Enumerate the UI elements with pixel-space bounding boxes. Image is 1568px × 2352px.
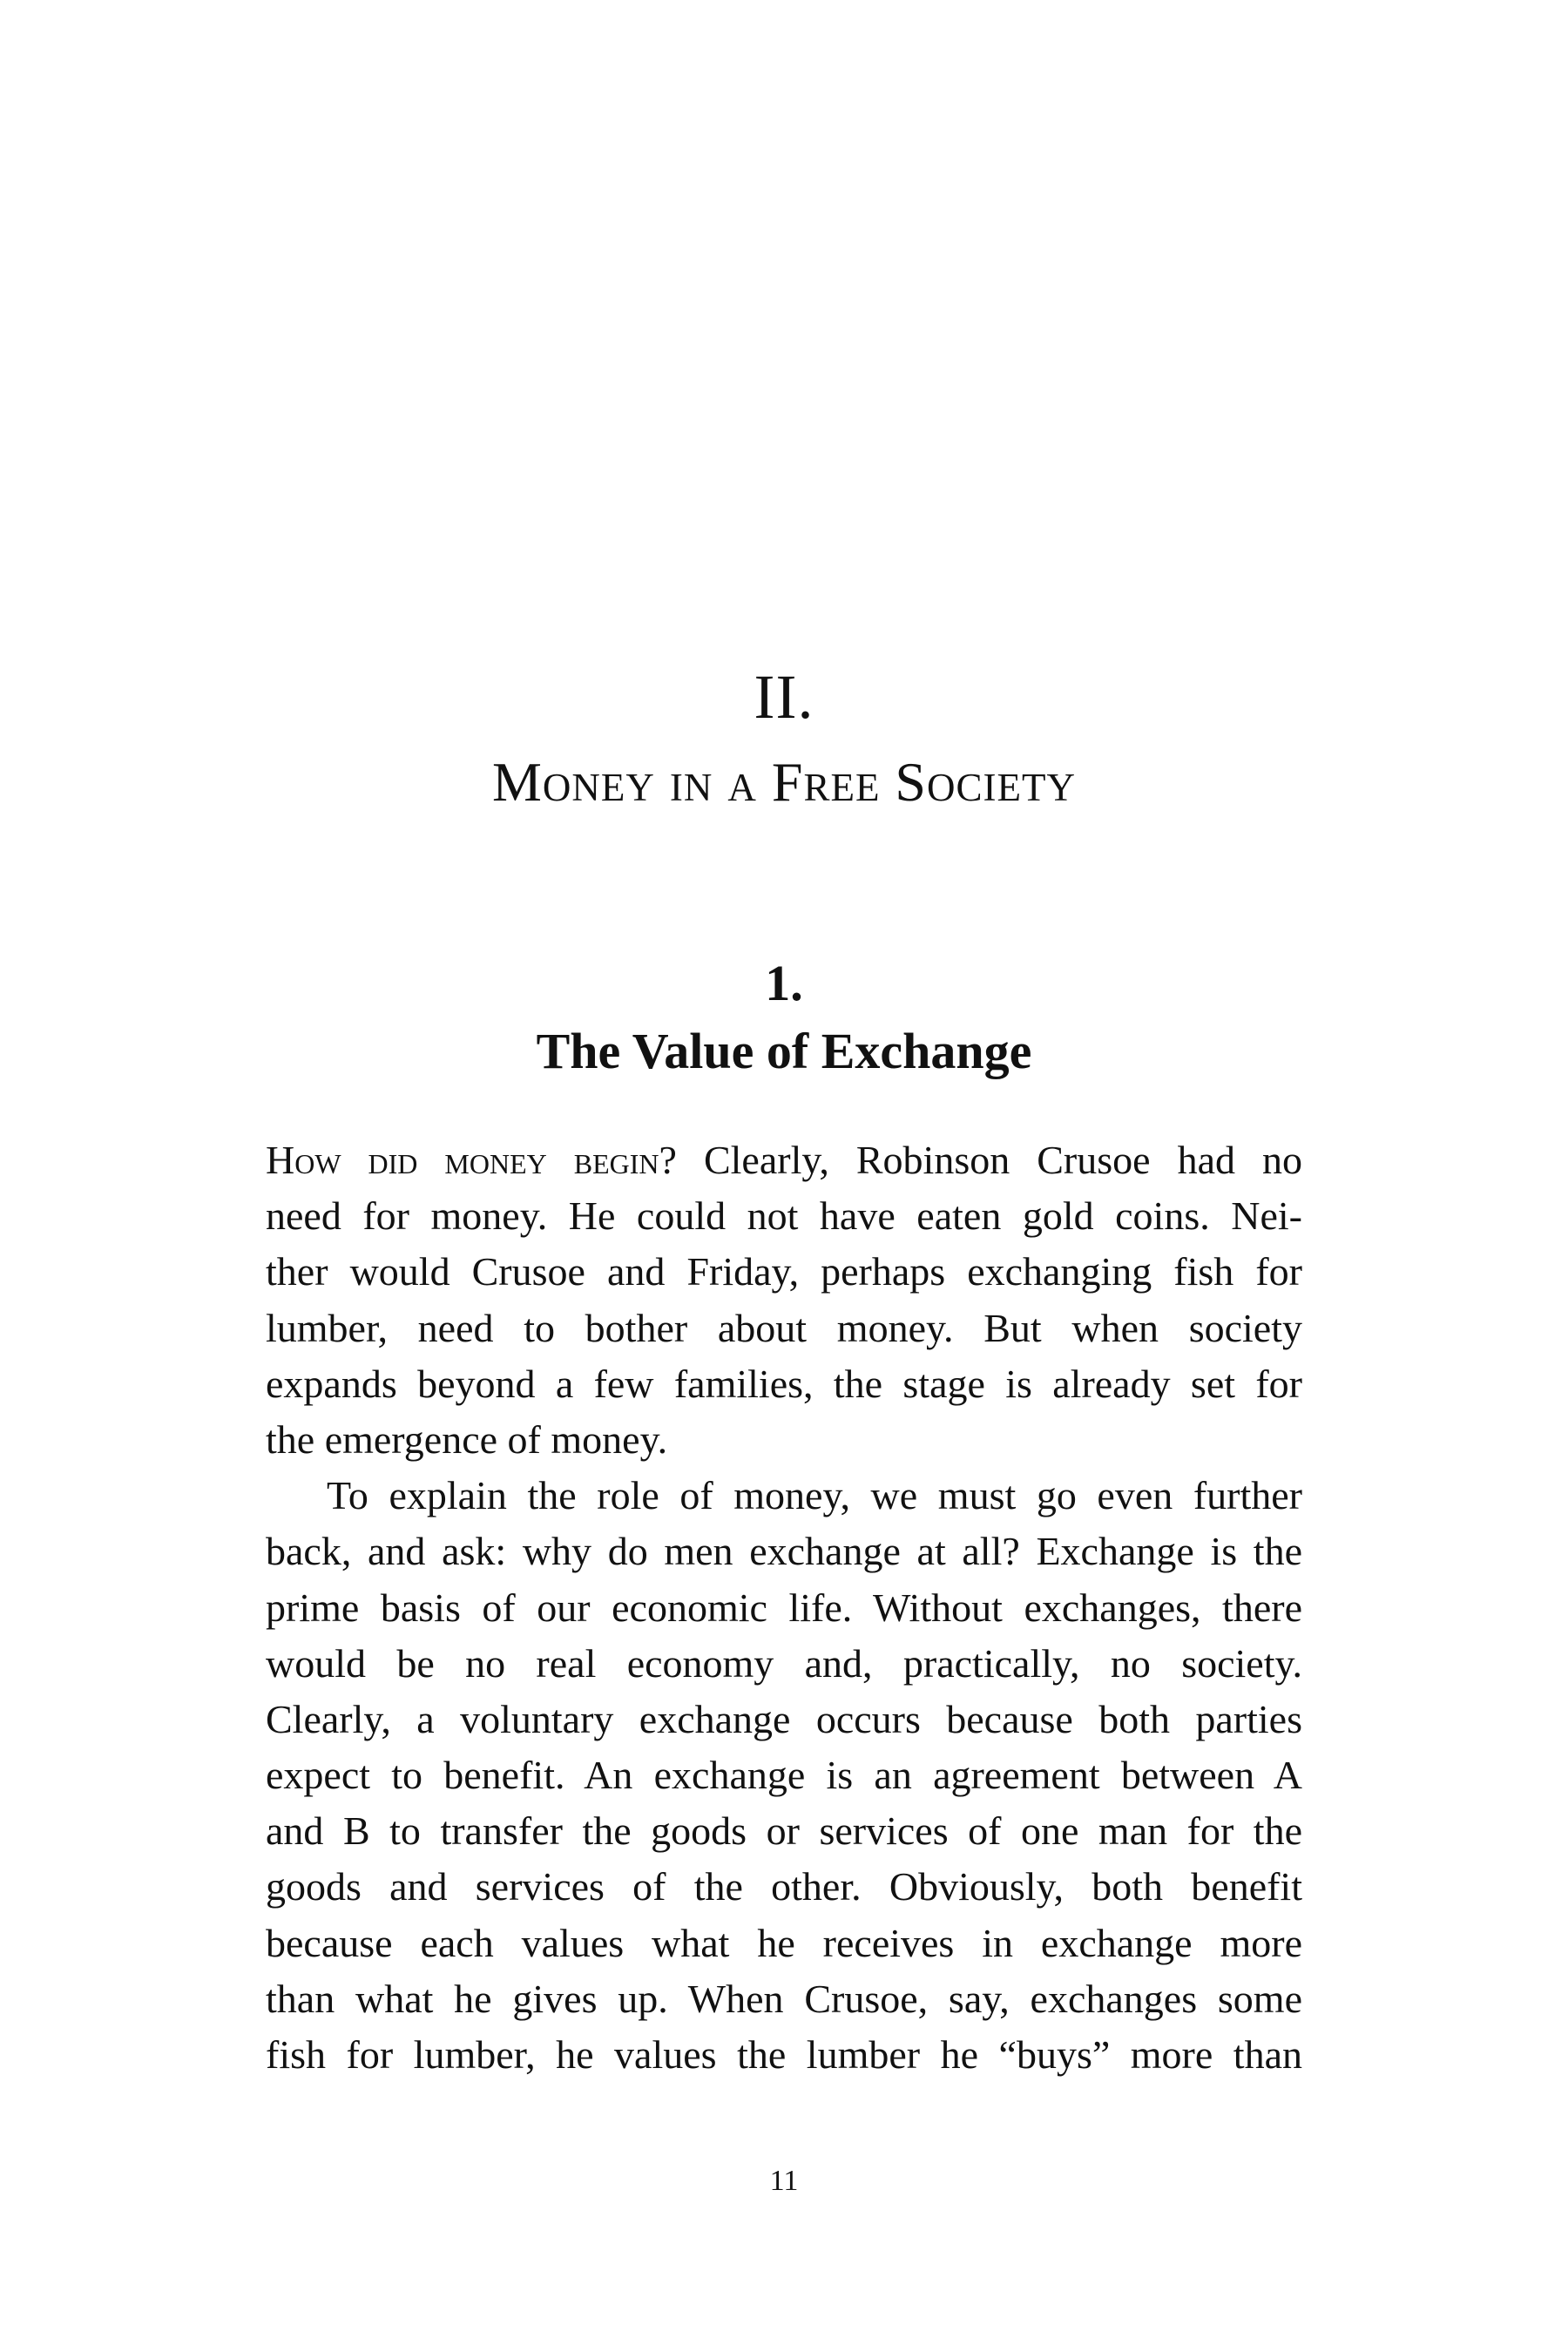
body-line-13: and B to transfer the goods or services of one man for the [266,1808,1302,1854]
body-line-16: than what he gives up. When Crusoe, say, exchanges some [266,1976,1302,2021]
chapter-number: II. [754,662,814,732]
section-title: The Value of Exchange [536,1023,1032,1079]
body-line-17: fish for lumber, he values the lumber he “buys” more than [266,2032,1302,2077]
body-line-11: Clearly, a voluntary exchange occurs because both parties [266,1696,1302,1741]
body-line-10: would be no real economy and, practically, no society. [266,1640,1302,1686]
body-text [266,1132,1302,2083]
body-line-5: expands beyond a few families, the stage is already set for [266,1361,1302,1406]
body-line-8: back, and ask: why do men exchange at all? Exchange is the [266,1529,1302,1574]
section-number: 1. [765,955,803,1011]
body-line-1 [266,1132,1302,1188]
body-line-15: because each values what he receives in exchange more [266,1920,1302,1965]
body-line-12: expect to benefit. An exchange is an agreement between A [266,1753,1302,1798]
body-line-1-text: Clearly, Robinson Crusoe had no [676,1138,1302,1182]
body-line-4: lumber, need to bother about money. But when society [266,1305,1302,1350]
body-line-14: goods and services of the other. Obviously, both benefit [266,1864,1302,1909]
page-number: 11 [769,2165,799,2197]
chapter-title: Money in a Free Society [491,751,1076,813]
body-line-7: To explain the role of money, we must go even further [327,1473,1302,1518]
body-line-3: ther would Crusoe and Friday, perhaps exchanging fish for [266,1249,1302,1294]
body-line-2: need for money. He could not have eaten gold coins. Nei- [266,1193,1302,1239]
lead-in: How did money begin? [266,1138,677,1182]
body-line-9: prime basis of our economic life. Without exchanges, there [266,1585,1302,1630]
body-line-6: the emergence of money. [266,1416,668,1462]
